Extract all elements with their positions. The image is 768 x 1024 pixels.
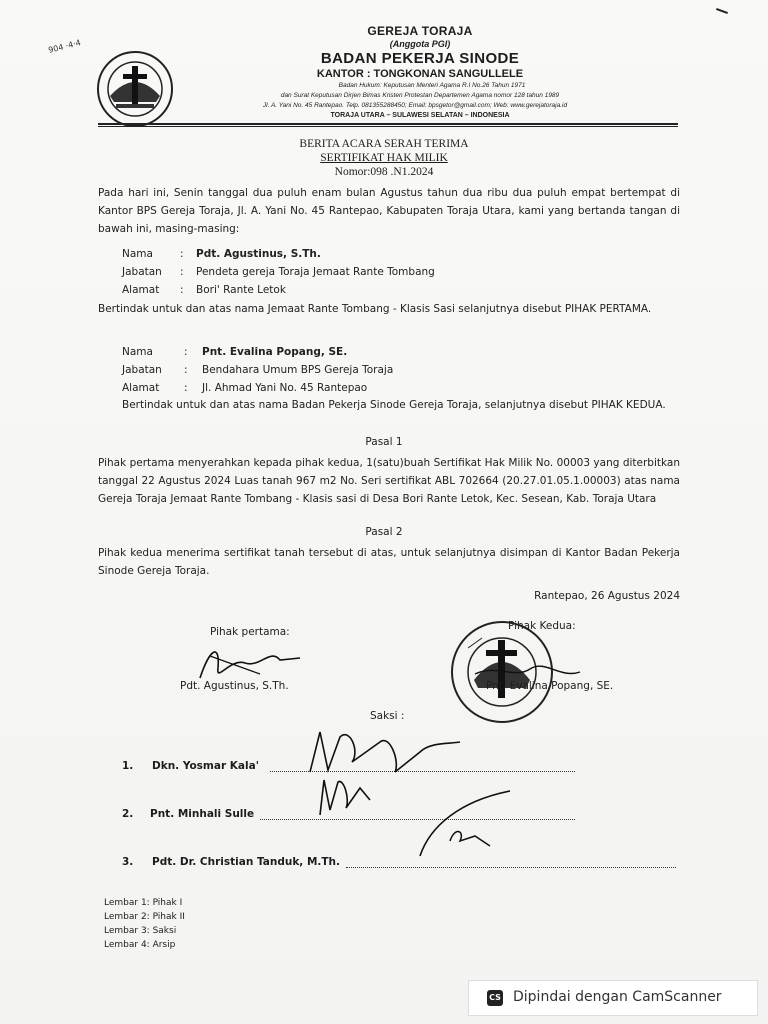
pasal1-text: Pihak pertama menyerahkan kepada pihak kedua, 1(satu)buah Sertifikat Hak Milik No. 00003 yang diterbitkan tanggal 22 Agustus 2024 Luas tanah 967 m2 No. Seri sertifikat ABL 702664 (20.27.01.05.1.00003) atas nama Gereja Toraja Jemaat Rante Tombang - Klasis sasi di Desa Bori Rante Letok, Kec. Sesean, Kab. Toraja Utara — [98, 457, 680, 505]
second-party-name: Pnt. Evalina Popang, SE. — [486, 680, 614, 692]
witness-number: 1. — [122, 760, 134, 772]
party1-position: Pendeta gereja Toraja Jemaat Rante Tombang — [196, 266, 435, 278]
witness-heading: Saksi : — [370, 710, 405, 722]
colon: : — [180, 248, 184, 260]
signature-line — [346, 866, 676, 868]
header-divider — [98, 123, 678, 125]
party1-name: Pdt. Agustinus, S.Th. — [196, 248, 321, 260]
camscanner-badge — [468, 980, 758, 1016]
witness-signature — [410, 786, 530, 866]
first-party-label: Pihak pertama: — [210, 626, 290, 638]
header-region: TORAJA UTARA – SULAWESI SELATAN – INDONESIA — [330, 112, 510, 119]
intro-paragraph: Pada hari ini, Senin tanggal dua puluh enam bulan Agustus tahun dua ribu dua puluh empat bertempat di Kantor BPS Gereja Toraja, Jl. A. Yani No. 45 Rantepao, Kabupaten Toraja Utara, kami yang bertanda tangan di bawah ini, masing-masing: — [98, 187, 680, 235]
camscanner-text: Dipindai dengan CamScanner — [513, 989, 722, 1005]
header-member: (Anggota PGI) — [389, 39, 451, 49]
party2-address-label: Alamat — [122, 382, 160, 394]
party1-statement: Bertindak untuk dan atas nama Jemaat Rante Tombang - Klasis Sasi selanjutnya disebut PIHAK PERTAMA. — [98, 303, 652, 315]
copy-line: Lembar 2: Pihak II — [104, 912, 185, 922]
pasal1-heading: Pasal 1 — [365, 436, 403, 448]
header-divider-thin — [98, 126, 678, 127]
copy-line: Lembar 1: Pihak I — [104, 898, 183, 908]
party2-position: Bendahara Umum BPS Gereja Toraja — [202, 364, 394, 376]
party2-address: Jl. Ahmad Yani No. 45 Rantepao — [202, 382, 368, 394]
handwritten-note: 904 ·4·4 — [47, 38, 82, 55]
header-office: KANTOR : TONGKONAN SANGULLELE — [316, 68, 524, 80]
header-address: Jl. A. Yani No. 45 Rantepao. Telp. 081355288450; Email: bpsgetor@gmail.com; Web: www.gerejatoraja.id — [262, 102, 568, 109]
colon: : — [184, 364, 188, 376]
party1-address-label: Alamat — [122, 284, 160, 296]
header-church-name: GEREJA TORAJA — [367, 24, 473, 38]
party1-address: Bori' Rante Letok — [196, 284, 286, 296]
camscanner-icon: CS — [487, 990, 503, 1006]
colon: : — [180, 284, 184, 296]
witness-name: Dkn. Yosmar Kala' — [152, 760, 259, 772]
party2-statement: Bertindak untuk dan atas nama Badan Pekerja Sinode Gereja Toraja, selanjutnya disebut PIHAK KEDUA. — [122, 399, 666, 411]
colon: : — [180, 266, 184, 278]
header-decree: dan Surat Keputusan Dirjen Bimas Kristen Protestan Departemen Agama nomor 128 tahun 1989 — [280, 92, 560, 99]
pasal2-text: Pihak kedua menerima sertifikat tanah tersebut di atas, untuk selanjutnya disimpan di Kantor Badan Pekerja Sinode Gereja Toraja. — [98, 547, 680, 577]
scan-mark — [716, 8, 728, 14]
doc-number: Nomor:098 .N1.2024 — [334, 166, 434, 178]
party2-name-label: Nama — [122, 346, 153, 358]
header-legal: Badan Hukum: Keputusan Menteri Agama R.I No.26 Tahun 1971 — [338, 82, 526, 89]
doc-subtitle: SERTIFIKAT HAK MILIK — [320, 152, 448, 164]
witness-number: 2. — [122, 808, 134, 820]
party2-name: Pnt. Evalina Popang, SE. — [202, 346, 348, 358]
copy-line: Lembar 4: Arsip — [104, 940, 176, 950]
party2-position-label: Jabatan — [122, 364, 162, 376]
colon: : — [184, 382, 188, 394]
party1-name-label: Nama — [122, 248, 153, 260]
party1-position-label: Jabatan — [122, 266, 162, 278]
pasal2-heading: Pasal 2 — [365, 526, 403, 538]
header-body: BADAN PEKERJA SINODE — [320, 50, 520, 67]
copy-line: Lembar 3: Saksi — [104, 926, 177, 936]
colon: : — [184, 346, 188, 358]
witness-name: Pdt. Dr. Christian Tanduk, M.Th. — [152, 856, 341, 868]
witness-name: Pnt. Minhali Sulle — [150, 808, 255, 820]
first-party-name: Pdt. Agustinus, S.Th. — [180, 680, 289, 692]
second-party-label: Pihak Kedua: — [508, 620, 576, 632]
place-date: Rantepao, 26 Agustus 2024 — [534, 590, 680, 602]
doc-title: BERITA ACARA SERAH TERIMA — [299, 138, 469, 150]
witness-number: 3. — [122, 856, 134, 868]
witness-signature — [310, 770, 380, 820]
church-logo-icon — [96, 50, 174, 128]
